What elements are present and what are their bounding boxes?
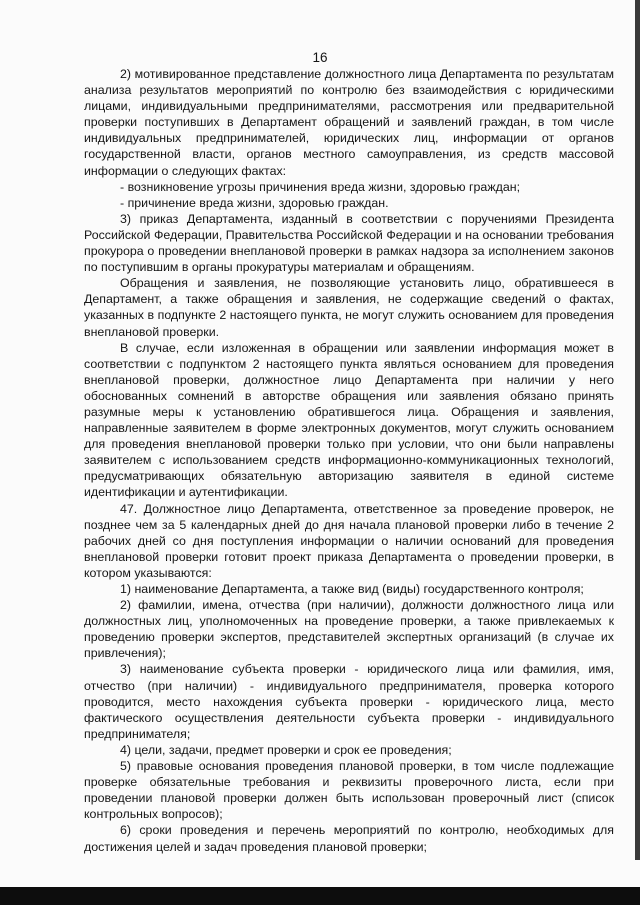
list-item-threat-of-harm: - возникновение угрозы причинения вреда жизни, здоровью граждан; <box>120 179 521 194</box>
list-item-6-terms: 6) сроки проведения и перечень мероприятий по контролю, необходимых для достижения целей и задач проведения плановой проверки; <box>84 823 614 854</box>
paragraph-clause-47: 47. Должностное лицо Департамента, ответственное за проведение проверок, не позднее чем за 5 календарных дней до дня начала плановой проверки либо в течение 2 рабочих дней со дня поступления информации о наличии оснований для проведения внеплановой проверки готовит проект приказа Департамента о проведении проверки, в котором указываются: <box>84 501 614 580</box>
list-item-harm-caused: - причинение вреда жизни, здоровью граждан. <box>120 195 389 210</box>
list-item-3-subject: 3) наименование субъекта проверки - юридического лица или фамилия, имя, отчество (при наличии) - индивидуального предпринимателя, проверка которого проводится, место нахождения субъекта проверки - юридического лица, место фактического осуществления деятельности субъекта проверки - индивидуального предпринимателя; <box>84 662 614 741</box>
paragraph-item-2-motivated-submission: 2) мотивированное представление должностного лица Департамента по результатам анализа результатов мероприятий по контролю без взаимодействия с юридическими лицами, индивидуальными предпринимателями, рассмотрения или предварительной проверки поступивших в Департамент обращений и заявлений граждан, в том числе индивидуальных предпринимателей, юридических лиц, информации от органов государственной власти, органов местного самоуправления, из средств массовой информации о следующих фактах: <box>84 67 614 178</box>
scan-edge-shadow <box>635 0 640 860</box>
list-item-4-goals: 4) цели, задачи, предмет проверки и срок ее проведения; <box>120 742 452 757</box>
list-item-2-officials: 2) фамилии, имена, отчества (при наличии), должности должностного лица или должностных лиц, уполномоченных на проведение проверки, а также привлекаемых к проведению проверки экспертов, представителей экспертных организаций (в случае их привлечения); <box>84 598 614 661</box>
list-item-1-department-name: 1) наименование Департамента, а также вид (виды) государственного контроля; <box>120 582 584 596</box>
paragraph-item-3-order: 3) приказ Департамента, изданный в соответствии с поручениями Президента Российской Федерации, Правительства Российской Федерации и на основании требования прокурора о проведении внеплановой проверки в рамках надзора за исполнением законов по поступившим в органы прокуратуры материалам и обращениям. <box>84 211 614 275</box>
paragraph-authorship-doubts: В случае, если изложенная в обращении или заявлении информация может в соответствии с подпунктом 2 настоящего пункта являться основанием для проведения внеплановой проверки, должностное лицо Департамента при наличии у него обоснованных сомнений в авторстве обращения или заявления обязано принять разумные меры к установлению обратившегося лица. Обращения и заявления, направленные заявителем в форме электронных документов, могут служить основанием для проведения внеплановой проверки только при условии, что они были направлены заявителем с использованием средств информационно-коммуникационных технологий, предусматривающих обязательную авторизацию заявителя в единой системе идентификации и аутентификации. <box>84 340 614 500</box>
scan-bottom-border <box>0 887 640 905</box>
document-body <box>84 66 614 855</box>
paragraph-anonymous-appeals: Обращения и заявления, не позволяющие установить лицо, обратившееся в Департамент, а также обращения и заявления, не содержащие сведений о фактах, указанных в подпункте 2 настоящего пункта, не могут служить основанием для проведения внеплановой проверки. <box>84 276 614 339</box>
list-item-5-legal-grounds: 5) правовые основания проведения плановой проверки, в том числе подлежащие проверке обязательные требования и реквизиты проверочного листа, если при проведении плановой проверки должен быть использован проверочный лист (список контрольных вопросов); <box>84 759 614 822</box>
page-number: 16 <box>312 50 328 65</box>
